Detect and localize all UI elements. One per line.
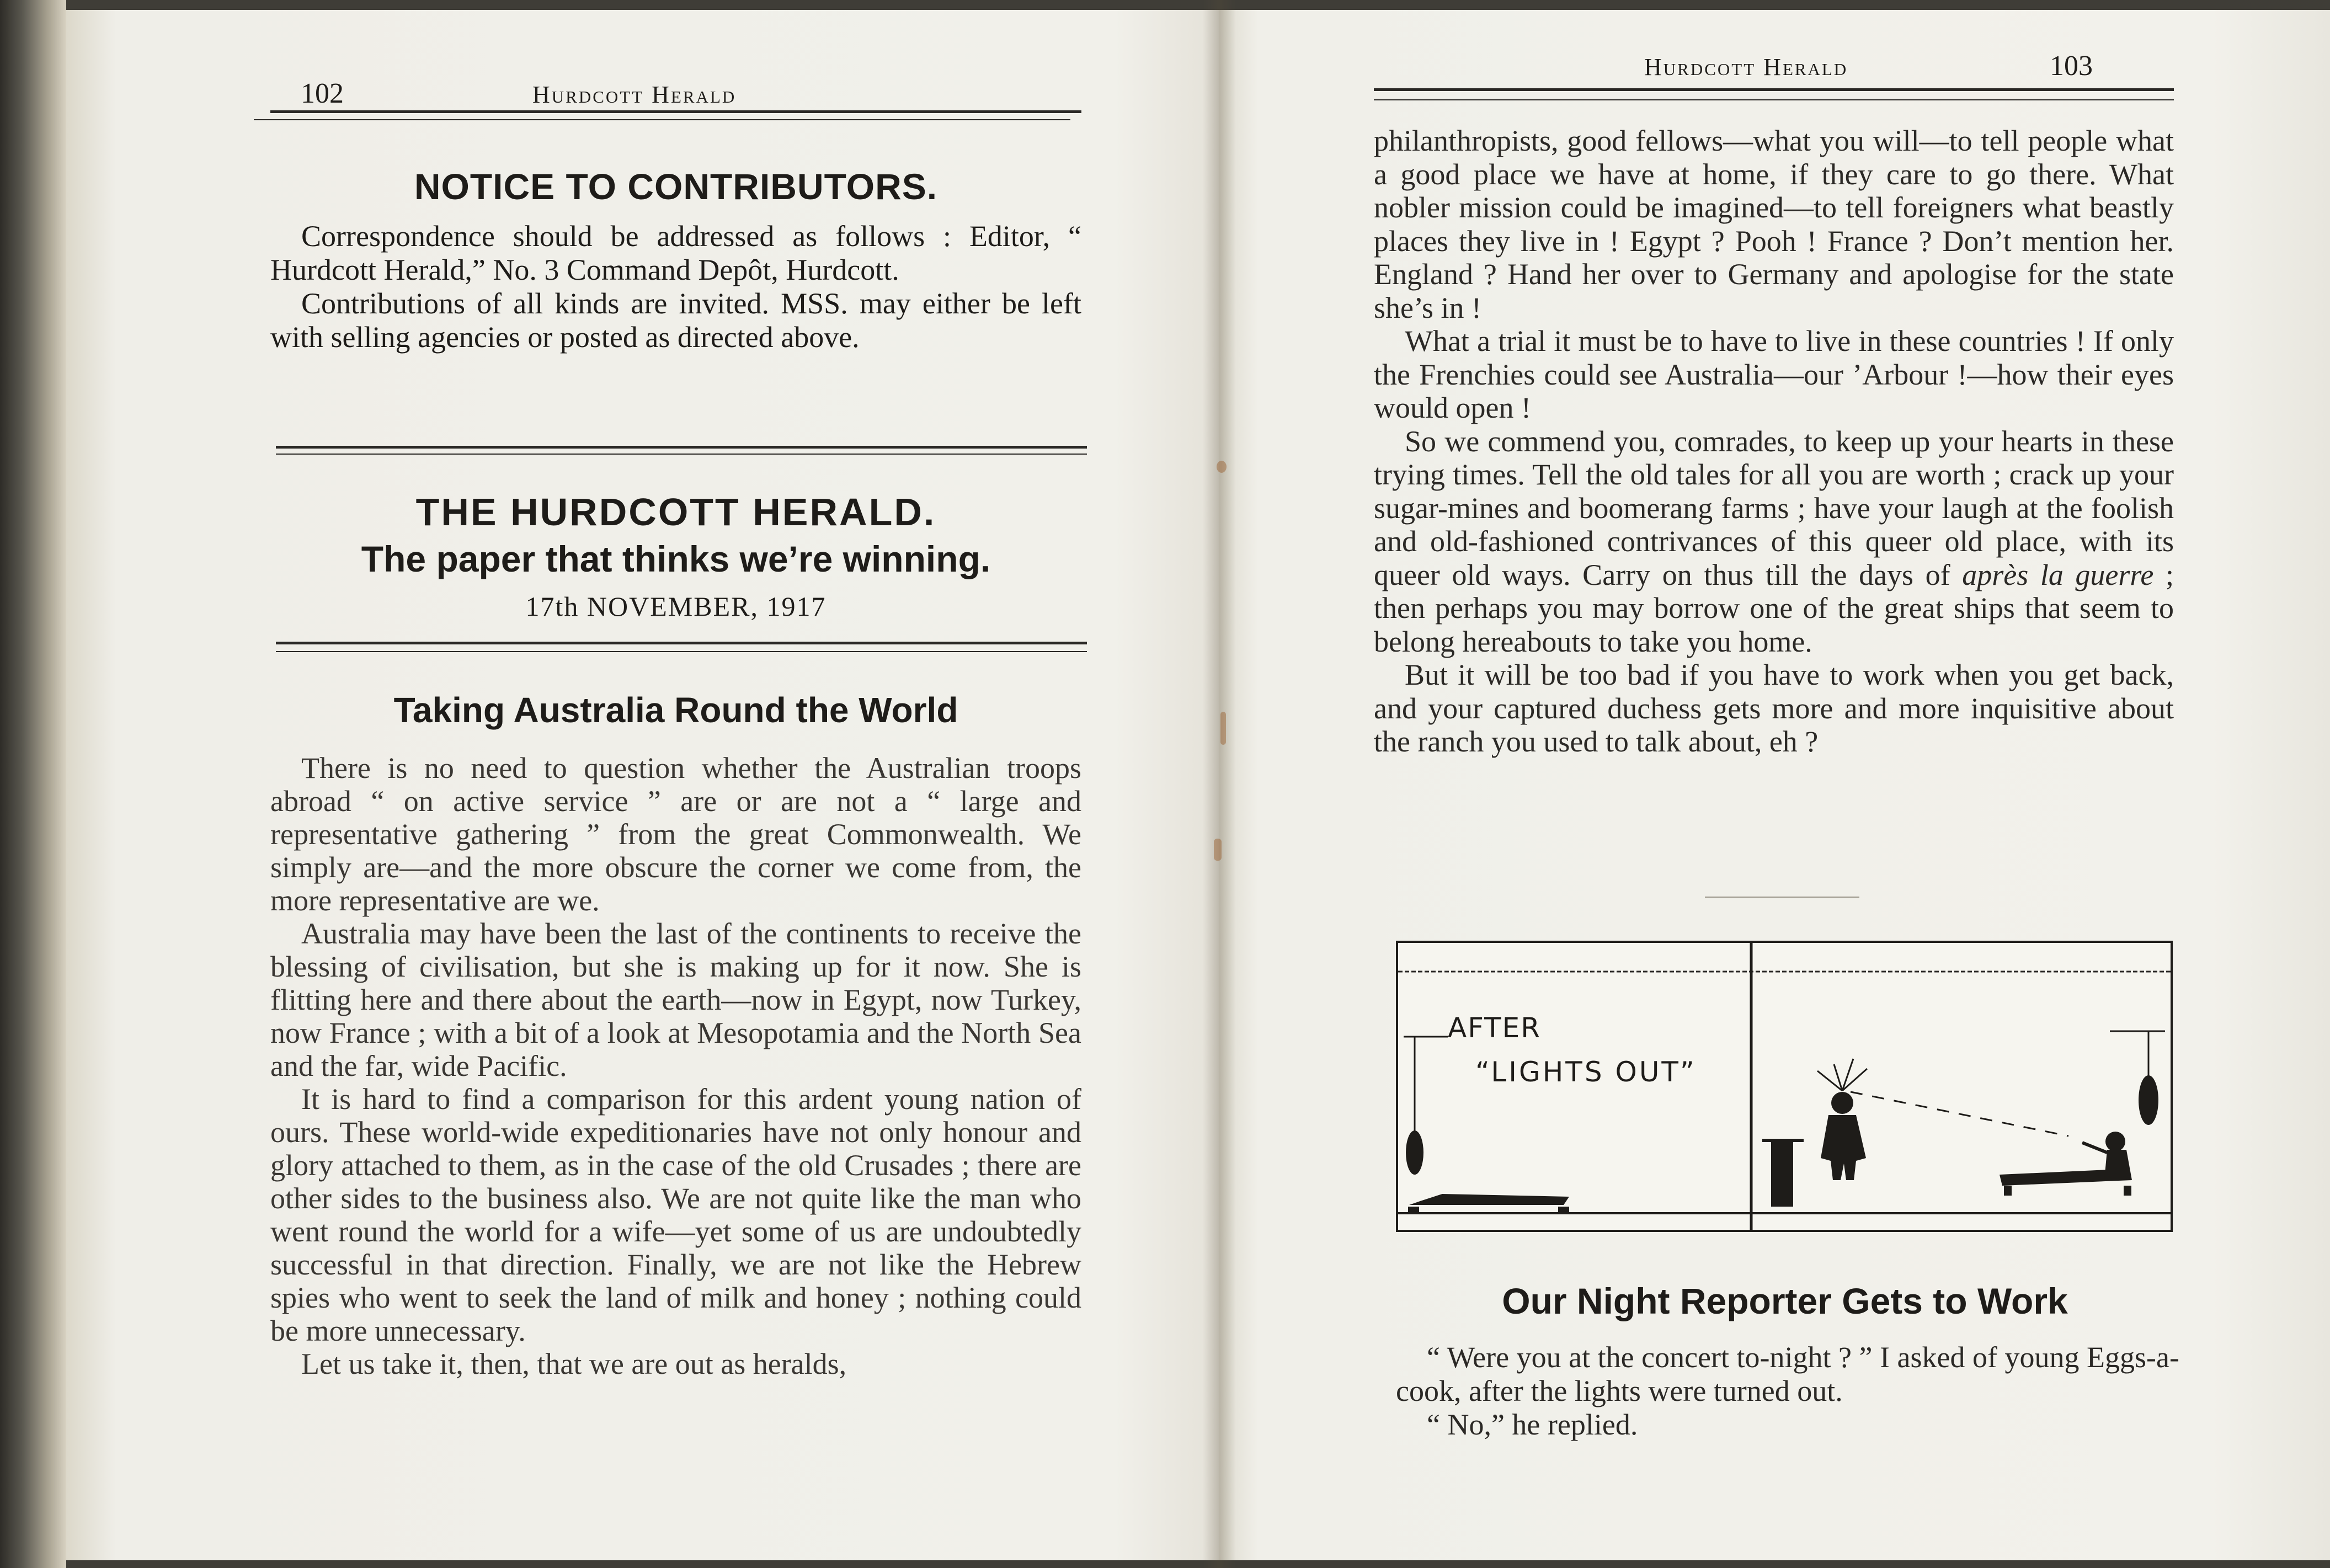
notice-paragraph: Correspondence should be addressed as follows : Editor, “ Hurdcott Herald,” No. 3 Command Depôt, Hurdcott. <box>270 220 1081 286</box>
masthead-tagline: The paper that thinks we’re winning. <box>361 538 991 579</box>
article-paragraph: Australia may have been the last of the continents to receive the blessing of civilisation, but she is making up for it now. She is flitting here and there about the earth—now in Egypt, now Turkey, now France ; with a bit of a look at Mesopotamia and the North Sea and the far, wide Pacific. <box>270 917 1081 1082</box>
notice-body <box>270 220 1081 354</box>
running-head-title: Hurdcott Herald <box>532 81 737 108</box>
section-rule <box>276 446 1087 449</box>
notice-title: NOTICE TO CONTRIBUTORS. <box>414 166 938 207</box>
article-body <box>270 751 1081 1380</box>
masthead-name: THE HURDCOTT HERALD. <box>415 490 936 534</box>
continuation-paragraph: What a trial it must be to have to live in these countries ! If only the Frenchies could see Australia—our ’Arbour !—how their eyes would open ! <box>1374 324 2174 424</box>
right-running-head <box>1374 50 2174 88</box>
page-number: 103 <box>2050 50 2093 82</box>
cartoon-caption-line1: AFTER <box>1448 1012 1541 1044</box>
header-rule-thin <box>1374 99 2174 100</box>
page-gutter <box>1203 0 1236 1568</box>
section-divider <box>1705 897 1859 898</box>
ink-stain <box>1217 461 1227 473</box>
masthead-date: 17th NOVEMBER, 1917 <box>525 591 827 622</box>
cartoon-caption-line2: “LIGHTS OUT” <box>1475 1056 1697 1088</box>
article-paragraph: It is hard to find a comparison for this ardent young nation of ours. These world-wide expeditionaries have not only honour and glory attached to them, as in the case of the old Crusades ; there are other sides to the business also. We are not quite like the man who went round the world for a wife—yet some of us are undoubtedly successful in that direction. Finally, we are not like the Hebrew spies who went to seek the land of milk and honey ; nothing could be more unnecessary. <box>270 1082 1081 1347</box>
foreign-phrase: après la guerre <box>1962 558 2154 591</box>
continuation-paragraph <box>1374 425 2174 659</box>
header-rule <box>1374 88 2174 91</box>
header-rule-thin <box>254 119 1070 120</box>
article-paragraph: There is no need to question whether the Australian troops abroad “ on active service ” are or are not a “ large and representative gathering ” from the great Commonwealth. We simply are—and the more obscure the corner we come from, the more representative are we. <box>270 751 1081 917</box>
continuation-text: ; then perhaps you may borrow one of the great ships that seem to belong hereabouts to take you home. <box>1374 558 2174 658</box>
night-reporter-paragraph: “ No,” he replied. <box>1427 1408 1638 1441</box>
notice-paragraph: Contributions of all kinds are invited. MSS. may either be left with selling agencies or posted as directed above. <box>270 287 1081 354</box>
page-number: 102 <box>301 78 344 109</box>
cartoon-illustration <box>1396 941 2173 1232</box>
continuation-text: So we commend you, comrades, to keep up your hearts in these trying times. Tell the old tales for all you are worth ; crack up your sugar-mines and boomerang farms ; have your laugh at the foolish and old-fashioned contrivances of this queer old place, with its queer old ways. Carry on thus till the days of <box>1374 424 2174 591</box>
section-rule-thin <box>276 651 1087 652</box>
ink-stain <box>1214 839 1222 861</box>
night-reporter-paragraph: “ Were you at the concert to-night ? ” I asked of young Eggs-a-cook, after the lights were turned out. <box>1396 1341 2179 1407</box>
article-paragraph: Let us take it, then, that we are out as heralds, <box>301 1347 847 1380</box>
night-reporter-body <box>1396 1341 2179 1442</box>
article-title: Taking Australia Round the World <box>393 690 958 730</box>
section-rule <box>276 642 1087 644</box>
ink-stain <box>1220 712 1226 745</box>
continuation-body <box>1374 124 2174 759</box>
continuation-paragraph: But it will be too bad if you have to work when you get back, and your captured duchess gets more and more inquisitive about the ranch you used to talk about, eh ? <box>1374 658 2174 758</box>
section-rule-thin <box>276 454 1087 455</box>
running-head-title: Hurdcott Herald <box>1644 54 1848 81</box>
night-reporter-title: Our Night Reporter Gets to Work <box>1502 1281 2068 1321</box>
book-binding-edge <box>0 0 66 1568</box>
header-rule <box>270 110 1081 113</box>
continuation-paragraph: philanthropists, good fellows—what you will—to tell people what a good place we have at home, if they care to go there. What nobler mission could be imagined—to tell foreigners what beastly places they live in ! Egypt ? Pooh ! France ? Don’t mention her. England ? Hand her over to Germany and apologise for the state she’s in ! <box>1374 124 2174 324</box>
